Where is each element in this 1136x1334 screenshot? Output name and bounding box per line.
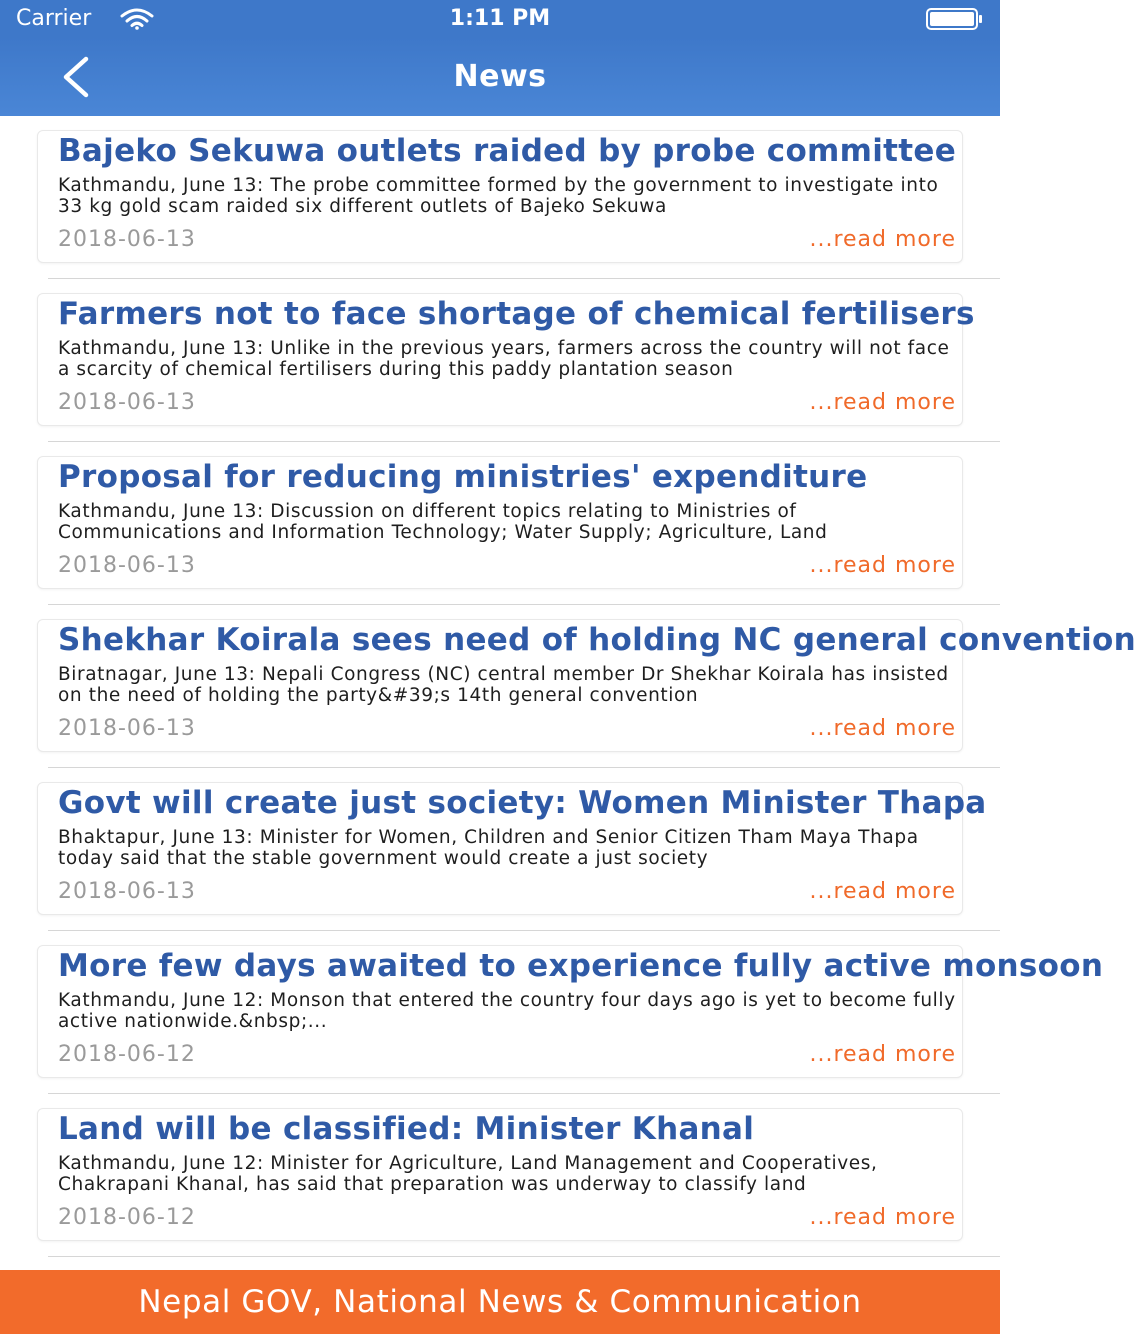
read-more-link[interactable]: ...read more: [809, 227, 956, 252]
carrier-label: Carrier: [16, 6, 92, 31]
news-card[interactable]: [37, 1108, 963, 1241]
news-card[interactable]: [37, 456, 963, 589]
footer-banner[interactable]: Nepal GOV, National News & Communication: [0, 1270, 1000, 1334]
page-title: News: [453, 59, 547, 94]
news-date: 2018-06-13: [58, 716, 196, 741]
news-title[interactable]: Proposal for reducing ministries' expenditure: [58, 459, 868, 495]
news-card[interactable]: [37, 619, 1136, 752]
read-more-link[interactable]: ...read more: [809, 1205, 956, 1230]
news-summary: Kathmandu, June 13: The probe committee formed by the government to investigate into 33 kg gold scam raided six different outlets of Bajeko Sekuwa: [58, 175, 939, 217]
divider: [48, 441, 1000, 442]
news-summary: Bhaktapur, June 13: Minister for Women, Children and Senior Citizen Tham Maya Thapa today said that the stable government would create a just society: [58, 827, 919, 869]
news-card[interactable]: [37, 130, 963, 263]
read-more-link[interactable]: ...read more: [809, 553, 956, 578]
read-more-link[interactable]: ...read more: [809, 1042, 956, 1067]
news-summary: Kathmandu, June 13: Discussion on different topics relating to Ministries of Communications and Information Technology; Water Supply; Agriculture, Land: [58, 501, 828, 543]
news-date: 2018-06-12: [58, 1205, 196, 1230]
news-card[interactable]: [37, 293, 975, 426]
read-more-link[interactable]: ...read more: [809, 879, 956, 904]
read-more-link[interactable]: ...read more: [809, 716, 956, 741]
battery-icon: [926, 8, 984, 30]
divider: [48, 767, 1000, 768]
divider: [48, 930, 1000, 931]
divider: [48, 278, 1000, 279]
status-bar: [0, 0, 1000, 37]
news-summary: Biratnagar, June 13: Nepali Congress (NC) central member Dr Shekhar Koirala has insisted on the need of holding the party&#39;s 14th general convention: [58, 664, 949, 706]
news-summary: Kathmandu, June 12: Monson that entered the country four days ago is yet to become fully active nationwide.&nbsp;...: [58, 990, 956, 1032]
news-title[interactable]: Farmers not to face shortage of chemical fertilisers: [58, 296, 975, 332]
news-summary: Kathmandu, June 13: Unlike in the previous years, farmers across the country will not face a scarcity of chemical fertilisers during this paddy plantation season: [58, 338, 950, 380]
divider: [48, 1256, 1000, 1257]
navigation-bar: [0, 37, 1000, 116]
news-title[interactable]: More few days awaited to experience fully active monsoon: [58, 948, 1104, 984]
divider: [48, 604, 1000, 605]
news-title[interactable]: Shekhar Koirala sees need of holding NC general convention: [58, 622, 1136, 658]
news-list[interactable]: [0, 116, 1136, 1270]
news-date: 2018-06-13: [58, 553, 196, 578]
news-title[interactable]: Govt will create just society: Women Minister Thapa: [58, 785, 987, 821]
news-date: 2018-06-12: [58, 1042, 196, 1067]
news-date: 2018-06-13: [58, 227, 196, 252]
news-title[interactable]: Bajeko Sekuwa outlets raided by probe committee: [58, 133, 957, 169]
news-card[interactable]: [37, 945, 1104, 1078]
news-date: 2018-06-13: [58, 879, 196, 904]
clock-time: 1:11 PM: [449, 6, 551, 31]
news-title[interactable]: Land will be classified: Minister Khanal: [58, 1111, 755, 1147]
news-summary: Kathmandu, June 12: Minister for Agriculture, Land Management and Cooperatives, Chakrapani Khanal, has said that preparation was underway to classify land: [58, 1153, 878, 1195]
read-more-link[interactable]: ...read more: [809, 390, 956, 415]
divider: [48, 1093, 1000, 1094]
news-card[interactable]: [37, 782, 987, 915]
news-date: 2018-06-13: [58, 390, 196, 415]
